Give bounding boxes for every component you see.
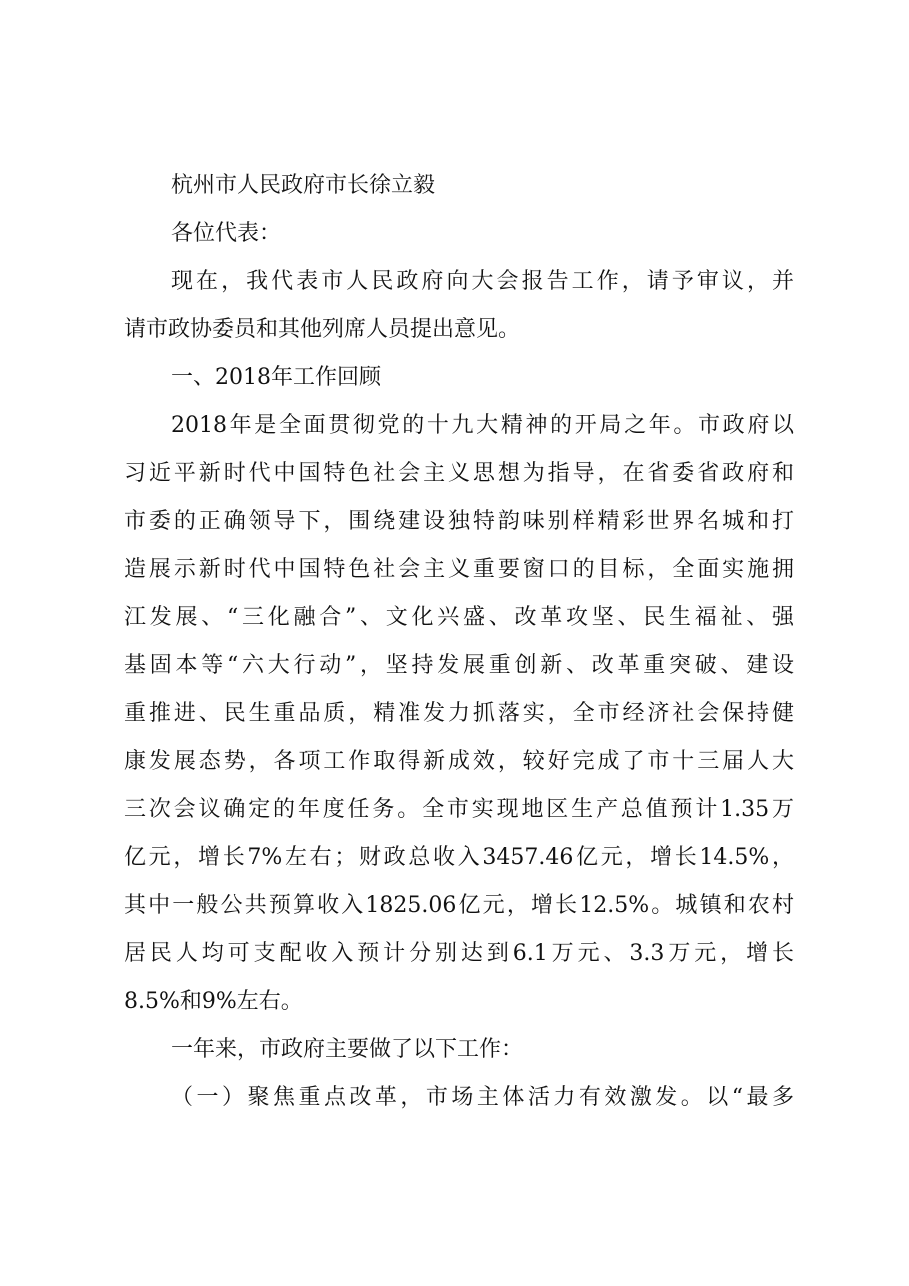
paragraph-line: 重推进、民生重品质，精准发力抓落实，全市经济社会保持健 <box>124 701 794 726</box>
paragraph-line: 三次会议确定的年度任务。全市实现地区生产总值预计1.35万 <box>124 797 794 822</box>
paragraph-line: 市委的正确领导下，围绕建设独特韵味别样精彩世界名城和打 <box>124 509 794 534</box>
paragraph-line: 基固本等“六大行动”，坚持发展重创新、改革重突破、建设 <box>124 653 794 678</box>
paragraph-line: 江发展、“三化融合”、文化兴盛、改革攻坚、民生福祉、强 <box>124 605 794 630</box>
paragraph-line: 8.5%和9%左右。 <box>124 989 303 1014</box>
paragraph-line: 居民人均可支配收入预计分别达到6.1万元、3.3万元，增长 <box>124 941 794 966</box>
paragraph-line: 亿元，增长7%左右；财政总收入3457.46亿元，增长14.5%， <box>124 845 794 870</box>
paragraph-line: 造展示新时代中国特色社会主义重要窗口的目标，全面实施拥 <box>124 557 794 582</box>
intro-line: 请市政协委员和其他列席人员提出意见。 <box>124 317 521 342</box>
salutation: 各位代表： <box>171 221 282 246</box>
section-heading: 一、2018年工作回顾 <box>171 365 381 390</box>
intro-line: 现在，我代表市人民政府向大会报告工作，请予审议，并 <box>171 269 794 294</box>
subsection-line: （一）聚焦重点改革，市场主体活力有效激发。以“最多 <box>171 1085 794 1110</box>
paragraph-line: 2018年是全面贯彻党的十九大精神的开局之年。市政府以 <box>171 413 794 438</box>
paragraph-line: 习近平新时代中国特色社会主义思想为指导，在省委省政府和 <box>124 461 794 486</box>
author-line: 杭州市人民政府市长徐立毅 <box>171 173 436 198</box>
paragraph-line: 康发展态势，各项工作取得新成效，较好完成了市十三届人大 <box>124 749 794 774</box>
summary-line: 一年来，市政府主要做了以下工作： <box>171 1037 524 1062</box>
paragraph-line: 其中一般公共预算收入1825.06亿元，增长12.5%。城镇和农村 <box>124 893 794 918</box>
